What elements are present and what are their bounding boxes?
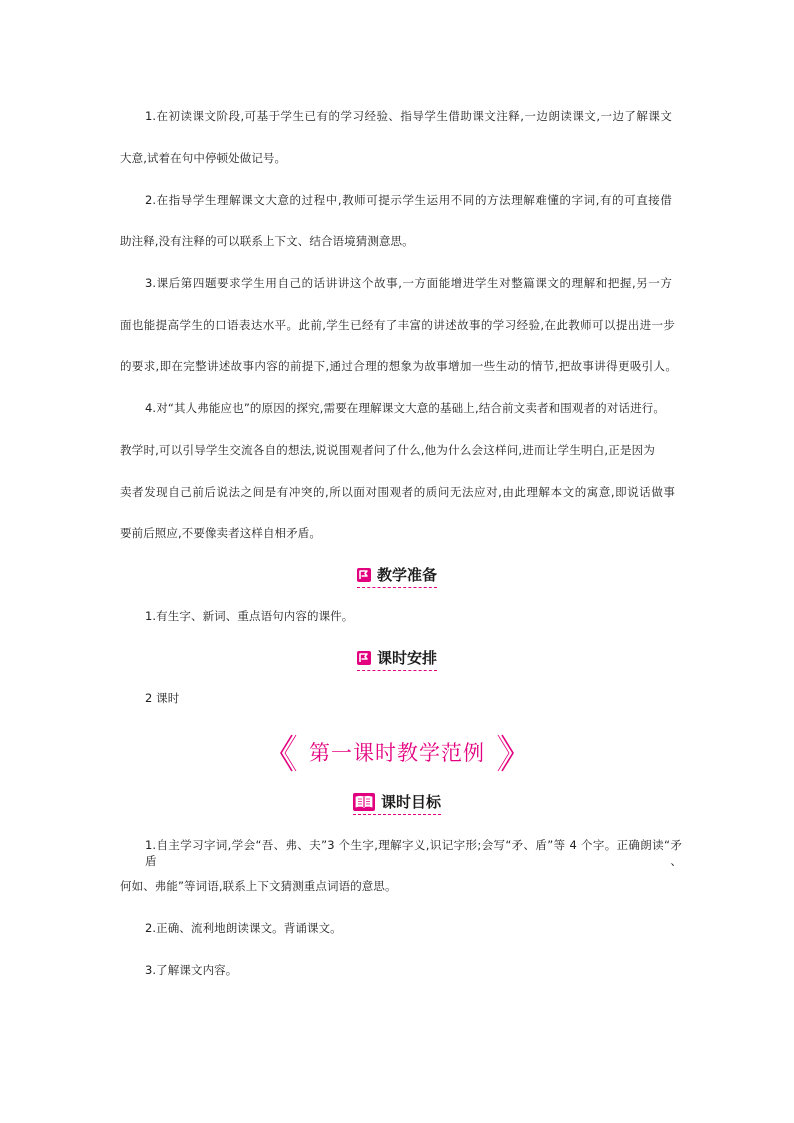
schedule-title: 课时安排 bbox=[376, 649, 437, 667]
flag-icon bbox=[357, 651, 371, 665]
paragraph-3-line-1: 3.课后第四题要求学生用自己的话讲讲这个故事,一方面能增进学生对整篇课文的理解和把握,另一方 bbox=[145, 276, 672, 290]
book-icon bbox=[353, 793, 375, 811]
goal-3: 3.了解课文内容。 bbox=[145, 963, 238, 977]
paragraph-4-line-1: 4.对“其人弗能应也”的原因的探究,需要在理解课文大意的基础上,结合前文卖者和围观者的对话进行。 bbox=[145, 401, 665, 415]
banner-title: 第一课时教学范例 bbox=[309, 741, 485, 765]
schedule-item: 2 课时 bbox=[145, 691, 180, 705]
section-heading-goals bbox=[0, 791, 794, 815]
prep-title: 教学准备 bbox=[376, 566, 437, 584]
paragraph-2-line-2: 助注释,没有注释的可以联系上下文、结合语境猜测意思。 bbox=[120, 234, 414, 248]
paragraph-1-line-1: 1.在初读课文阶段,可基于学生已有的学习经验、指导学生借助课文注释,一边朗读课文,一边了解课文 bbox=[145, 109, 672, 123]
paragraph-3-line-3: 的要求,即在完整讲述故事内容的前提下,通过合理的想象为故事增加一些生动的情节,把故事讲得更吸引人。 bbox=[120, 359, 677, 373]
paragraph-4-line-3: 卖者发现自己前后说法之间是有冲突的,所以面对围观者的质问无法应对,由此理解本文的寓意,即说话做事 bbox=[120, 485, 675, 499]
section-heading-schedule bbox=[0, 647, 794, 671]
paragraph-3-line-2: 面也能提高学生的口语表达水平。此前,学生已经有了丰富的讲述故事的学习经验,在此教师可以提出进一步 bbox=[120, 318, 675, 332]
goal-1-line-2: 何如、弗能”等词语,联系上下文猜测重点词语的意思。 bbox=[120, 879, 397, 893]
paragraph-4-line-4: 要前后照应,不要像卖者这样自相矛盾。 bbox=[120, 526, 321, 540]
goal-2: 2.正确、流利地朗读课文。背诵课文。 bbox=[145, 921, 342, 935]
paragraph-4-line-2: 教学时,可以引导学生交流各自的想法,说说围观者问了什么,他为什么会这样问,进而让学生明白,正是因为 bbox=[120, 443, 655, 457]
paragraph-2-line-1: 2.在指导学生理解课文大意的过程中,教师可提示学生运用不同的方法理解难懂的字词,有的可直接借 bbox=[145, 193, 672, 207]
prep-item: 1.有生字、新词、重点语句内容的课件。 bbox=[145, 609, 354, 623]
section-heading-prep bbox=[0, 564, 794, 588]
goals-title: 课时目标 bbox=[380, 793, 441, 811]
flag-icon bbox=[357, 568, 371, 582]
paragraph-1-line-2: 大意,试着在句中停顿处做记号。 bbox=[120, 151, 287, 165]
goal-1-line-1: 1.自主学习字词,学会“吾、弗、夫”3 个生字,理解字义,识记字形;会写“矛、盾”等 4 个字。正确朗读“矛盾、 bbox=[145, 838, 682, 868]
